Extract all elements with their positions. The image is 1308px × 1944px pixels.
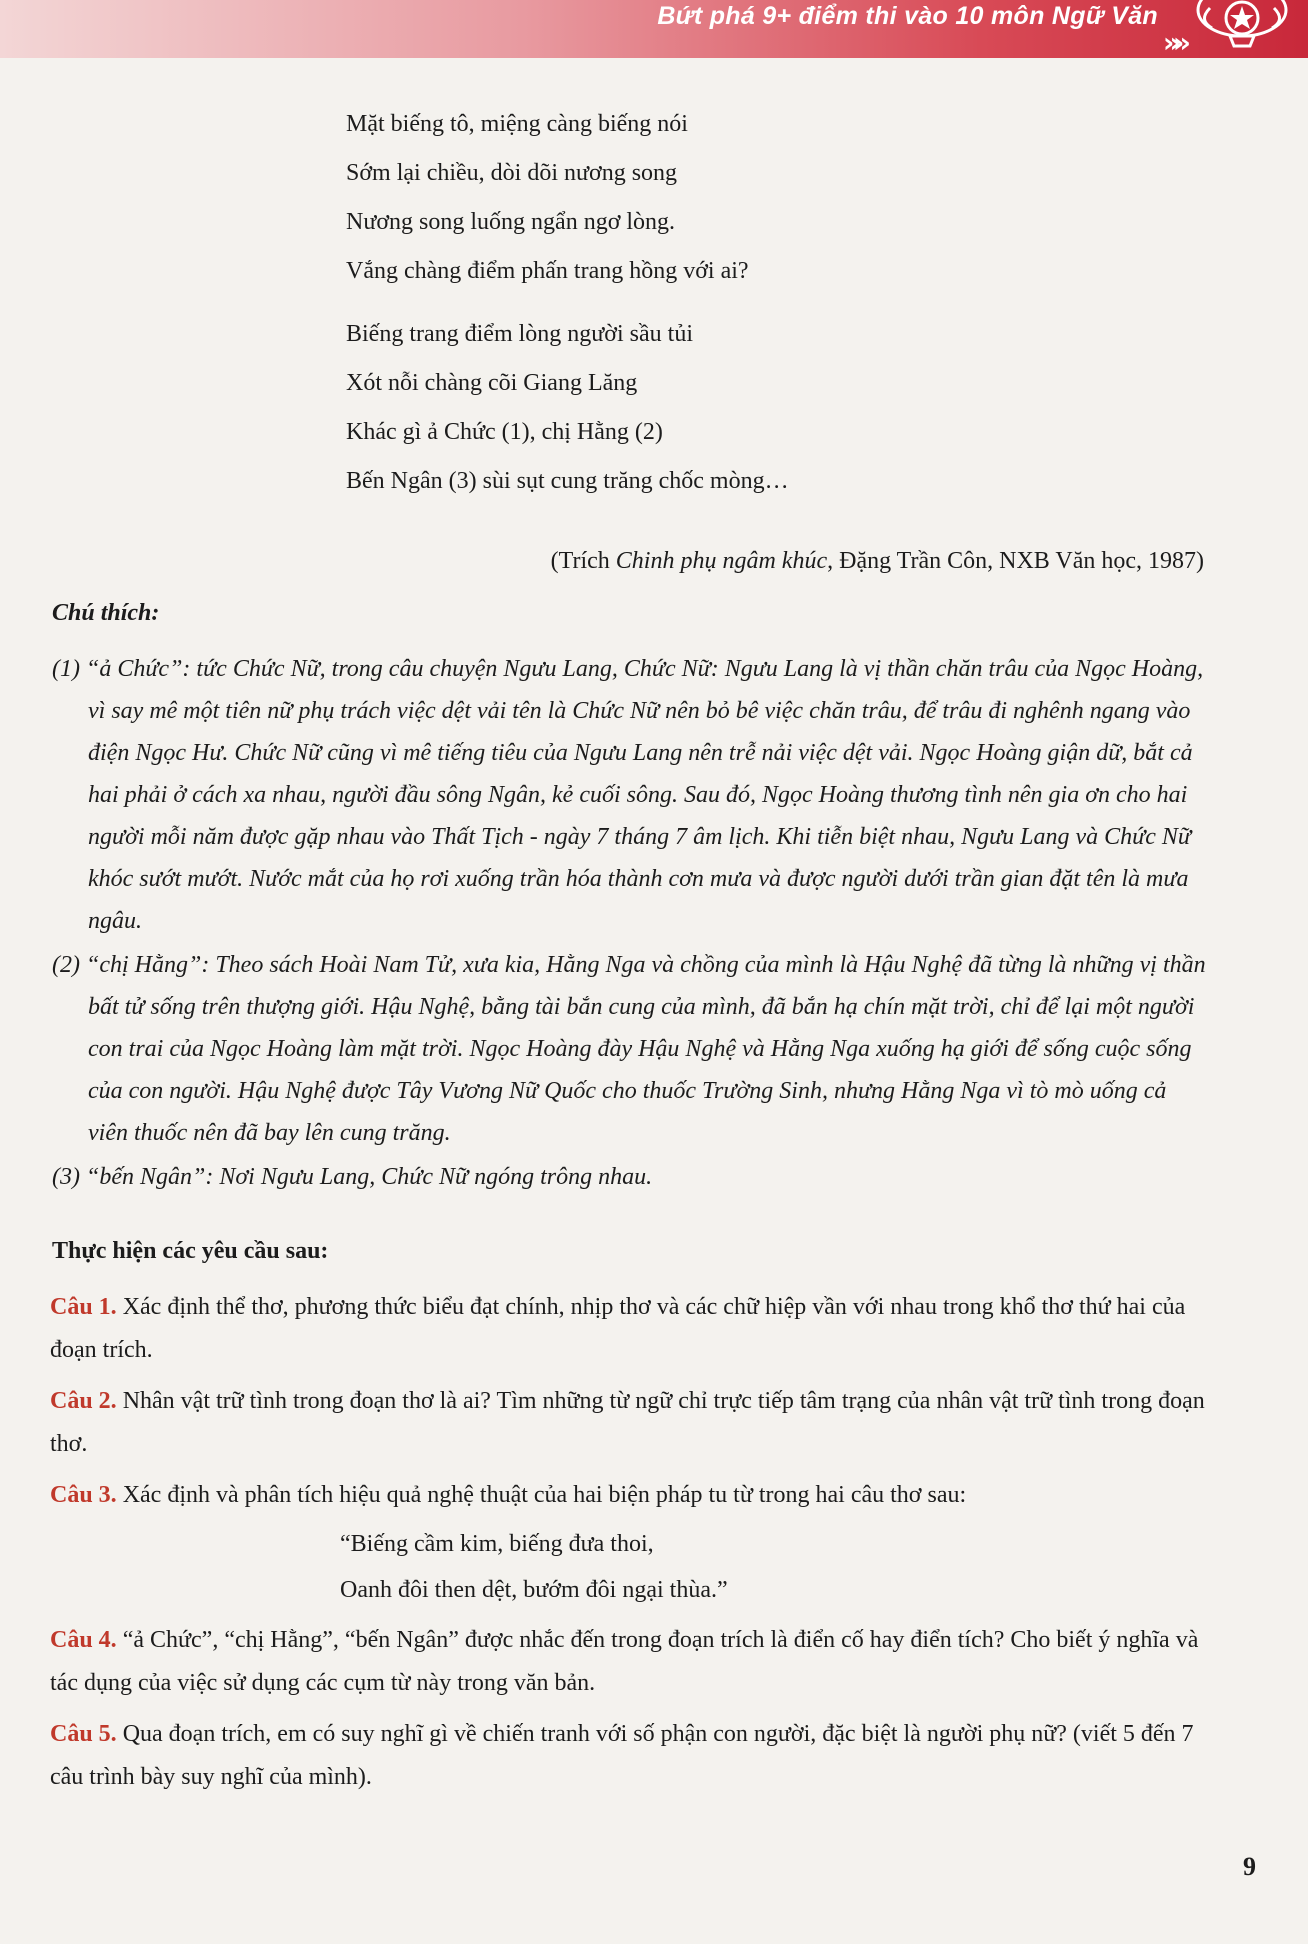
poem-line: Biếng trang điểm lòng người sầu tủi <box>346 321 693 347</box>
trophy-star-icon <box>1190 0 1294 54</box>
question-3 <box>50 1474 1220 1517</box>
note-item: (1) “ả Chức”: tức Chức Nữ, trong câu chuyện Ngưu Lang, Chức Nữ: Ngưu Lang là vị thần chăn trâu của Ngọc Hoàng, vì say mê một tiên nữ phụ trách việc dệt vải tên là Chức Nữ nên bỏ bê việc chăn trâu, để trâu đi nghênh ngang vào điện Ngọc Hư. Chức Nữ cũng vì mê tiếng tiêu của Ngưu Lang nên trễ nải việc dệt vải. Ngọc Hoàng giận dữ, bắt cả hai phải ở cách xa nhau, người đầu sông Ngân, kẻ cuối sông. Sau đó, Ngọc Hoàng thương tình nên gia ơn cho hai người mỗi năm được gặp nhau vào Thất Tịch - ngày 7 tháng 7 âm lịch. Khi tiễn biệt nhau, Ngưu Lang và Chức Nữ khóc sướt mướt. Nước mắt của họ rơi xuống trần hóa thành cơn mưa và được người dưới trần gian đặt tên là mưa ngâu. <box>52 656 1204 934</box>
question-text: Qua đoạn trích, em có suy nghĩ gì về chiến tranh với số phận con người, đặc biệt là người phụ nữ? (viết 5 đến 7 câu trình bày suy nghĩ của mình). <box>50 1721 1194 1790</box>
notes-heading: Chú thích: <box>52 600 160 626</box>
question-label: Câu 2. <box>50 1388 117 1414</box>
poem-line: Bến Ngân (3) sùi sụt cung trăng chốc mòng… <box>346 468 789 494</box>
quote-line: “Biếng cầm kim, biếng đưa thoi, <box>340 1531 654 1557</box>
question-2 <box>50 1380 1220 1466</box>
source-suffix: , Đặng Trần Côn, NXB Văn học, 1987) <box>827 548 1204 574</box>
poem-line: Xót nỗi chàng cõi Giang Lăng <box>346 370 638 396</box>
poem-line: Nương song luống ngẩn ngơ lòng. <box>346 209 676 235</box>
chevrons-icon: »» <box>1162 26 1183 58</box>
question-text: Xác định và phân tích hiệu quả nghệ thuật của hai biện pháp tu từ trong hai câu thơ sau: <box>116 1482 967 1508</box>
question-text: “ả Chức”, “chị Hằng”, “bến Ngân” được nhắc đến trong đoạn trích là điển cố hay điển tích? Cho biết ý nghĩa và tác dụng của việc sử dụng các cụm từ này trong văn bản. <box>50 1627 1199 1696</box>
poem-source <box>551 548 1204 575</box>
question-text: Nhân vật trữ tình trong đoạn thơ là ai? Tìm những từ ngữ chỉ trực tiếp tâm trạng của nhân vật trữ tình trong đoạn thơ. <box>50 1388 1205 1457</box>
poem-line: Sớm lại chiều, dòi dõi nương song <box>346 160 678 186</box>
source-prefix: (Trích <box>550 548 616 574</box>
poem-line: Khác gì ả Chức (1), chị Hằng (2) <box>346 419 663 445</box>
source-work: Chinh phụ ngâm khúc <box>615 548 828 574</box>
poem <box>346 104 789 510</box>
question-label: Câu 4. <box>50 1627 117 1653</box>
question-5 <box>50 1713 1220 1799</box>
poem-line: Vắng chàng điểm phấn trang hồng với ai? <box>346 258 749 284</box>
question-label: Câu 5. <box>50 1721 117 1747</box>
quote-line: Oanh đôi then dệt, bướm đôi ngại thùa.” <box>340 1577 728 1603</box>
note-item: (2) “chị Hằng”: Theo sách Hoài Nam Tử, xưa kia, Hằng Nga và chồng của mình là Hậu Nghệ đã từng là những vị thần bất tử sống trên thượng giới. Hậu Nghệ, bằng tài bắn cung của mình, đã bắn hạ chín mặt trời, chỉ để lại một người con trai của Ngọc Hoàng làm mặt trời. Ngọc Hoàng đày Hậu Nghệ và Hằng Nga xuống hạ giới để sống cuộc sống của con người. Hậu Nghệ được Tây Vương Nữ Quốc cho thuốc Trường Sinh, nhưng Hằng Nga vì tò mò uống cả viên thuốc nên đã bay lên cung trăng. <box>52 952 1206 1146</box>
question-label: Câu 3. <box>50 1482 117 1508</box>
tasks-heading: Thực hiện các yêu cầu sau: <box>52 1238 329 1264</box>
note-item: (3) “bến Ngân”: Nơi Ngưu Lang, Chức Nữ ngóng trông nhau. <box>52 1164 653 1190</box>
quoted-verse <box>50 1521 1220 1613</box>
questions-list <box>50 1286 1220 1807</box>
notes-list <box>52 648 1212 1200</box>
page-header <box>0 0 1308 58</box>
poem-line: Mặt biếng tô, miệng càng biếng nói <box>346 111 688 137</box>
question-4 <box>50 1619 1220 1705</box>
question-text: Xác định thể thơ, phương thức biểu đạt chính, nhịp thơ và các chữ hiệp vần với nhau trong khổ thơ thứ hai của đoạn trích. <box>50 1294 1186 1363</box>
question-label: Câu 1. <box>50 1294 117 1320</box>
page-number: 9 <box>1243 1852 1256 1881</box>
question-1 <box>50 1286 1220 1372</box>
header-title: Bứt phá 9+ điểm thi vào 10 môn Ngữ Văn <box>657 2 1158 30</box>
